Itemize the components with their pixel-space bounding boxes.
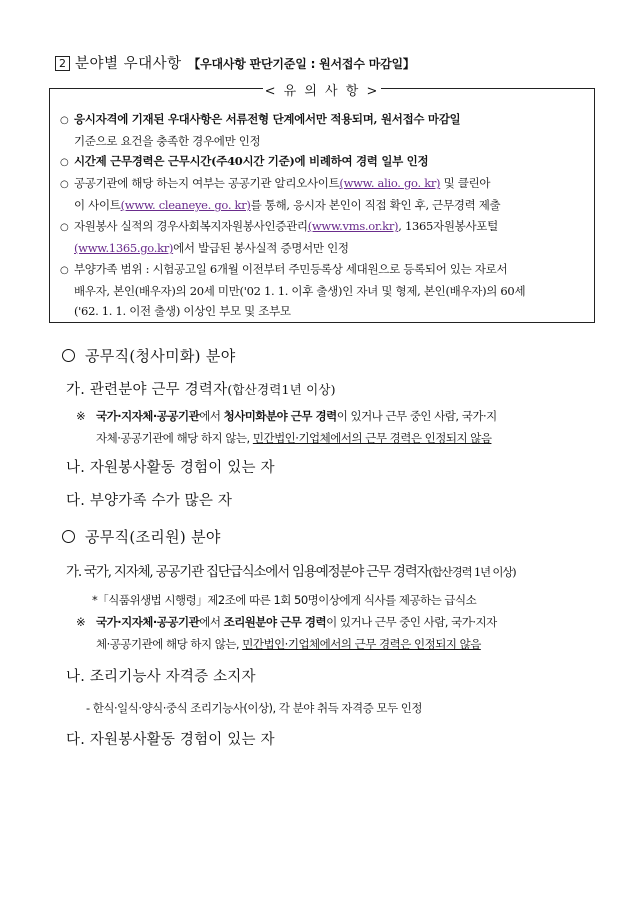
section1-item-da: 다. 부양가족 수가 많은 자 [66,493,233,509]
section2-item-na: 나. 조리기능사 자격증 소지자 [66,669,256,685]
bullet-icon: ○ [60,179,69,190]
notice-item: ○ 부양가족 범위 : 시험공고일 6개월 이전부터 주민등록상 세대원으로 등록되어 있는 자로서 배우자, 본인(배우자)의 20세 미만('02 1. 1. 이후 출생)인 자녀 및 형제, 본인(배우자)의 60세 ('62. 1. 1. 이전 출생) 이상인 부모 및 조부모 [60,262,526,318]
alio-link[interactable]: (www. alio. go. kr) [339,176,441,190]
section1-item-ga: 가. 관련분야 근무 경력자(합산경력1년 이상) [66,382,336,398]
notice-item: ○ 응시자격에 기재된 우대사항은 서류전형 단계에서만 적용되며, 원서접수 마감일 기준으로 요건을 충족한 경우에만 인정 [60,112,461,148]
vms-link[interactable]: (www.vms.or.kr) [307,219,399,233]
section1-item-na: 나. 자원봉사활동 경험이 있는 자 [66,460,275,476]
section2-item-ga: 가. 국가, 지자체, 공공기관 집단급식소에서 임용예정분야 근무 경력자(합산경력 1년 이상) [66,564,516,580]
section2-title: 공무직(조리원) 분야 [62,526,221,547]
section2-ga-note: ※ 국가·지자체·공공기관에서 조리원분야 근무 경력이 있거나 근무 중인 사람, 국가·지자 체·공공기관에 해당 하지 않는, 민간법인·기업체에서의 근무 경력은 인정되지 않음 [76,611,606,655]
section2-na-note: - 한식·일식·양식·중식 조리기능사(이상), 각 분야 취득 자격증 모두 인정 [86,701,422,715]
section1-ga-note: ※ 국가·지자체·공공기관에서 청사미화분야 근무 경력이 있거나 근무 중인 사람, 국가·지 자체·공공기관에 해당 하지 않는, 민간법인·기업체에서의 근무 경력은 인정되지 않음 [76,405,606,449]
notice-item: ○ 자원봉사 실적의 경우사회복지자원봉사인증관리(www.vms.or.kr), 1365자원봉사포털 (www.1365.go.kr)에서 발급된 봉사실적 증명서만 인정 [60,219,498,255]
bullet-icon: ○ [60,222,69,233]
section-number: 2 [55,56,70,71]
notice-title: < 유 의 사 항 > [264,84,380,99]
section2-ga-footnote: *「식품위생법 시행령」제2조에 따른 1회 50명이상에게 식사를 제공하는 급식소 [92,593,477,607]
bullet-icon: ○ [60,157,69,168]
notice-item: ○ 공공기관에 해당 하는지 여부는 공공기관 알리오사이트(www. alio. go. kr) 및 클린아 이 사이트(www. cleaneye. go. kr)를 통해, 응시자 본인이 직접 확인 후, 근무경력 제출 [60,176,501,212]
section-heading [55,52,615,73]
notice-box [49,84,595,323]
section1-title: 공무직(청사미화) 분야 [62,345,235,366]
notice-item: ○ 시간제 근무경력은 근무시간(주40시간 기준)에 비례하여 경력 일부 인정 [60,151,590,173]
circle-bullet-icon [62,349,75,362]
circle-bullet-icon [62,530,75,543]
criteria-note: 【우대사항 판단기준일 : 원서접수 마감일】 [188,57,415,71]
1365-link[interactable]: (www.1365.go.kr) [74,241,174,255]
cleaneye-link[interactable]: (www. cleaneye. go. kr) [120,198,251,212]
reference-mark-icon: ※ [76,409,86,423]
section-title: 분야별 우대사항 [75,56,182,72]
bullet-icon: ○ [60,115,69,126]
reference-mark-icon: ※ [76,615,86,629]
bullet-icon: ○ [60,265,69,276]
section2-item-da: 다. 자원봉사활동 경험이 있는 자 [66,732,275,748]
